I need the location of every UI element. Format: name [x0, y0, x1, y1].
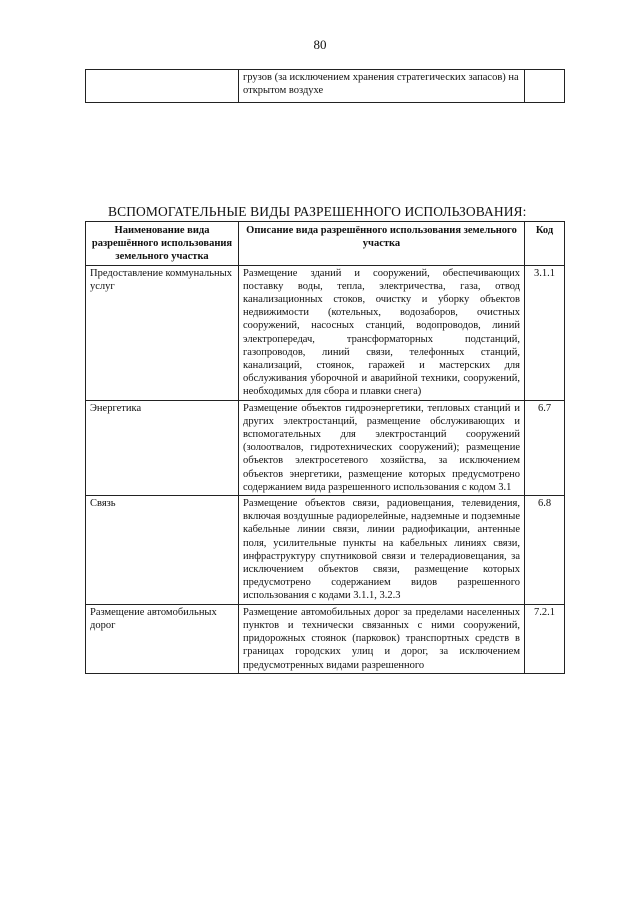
row-name: Размещение автомобильных дорог: [86, 604, 239, 673]
continued-table: [85, 69, 565, 103]
row-name: Предоставление коммунальных услуг: [86, 265, 239, 400]
row-description: Размещение объектов связи, радиовещания, телевидения, включая воздушные радиорелейные, надземные и подземные кабельные линии связи, линии радиофикации, антенные поля, усилительные пункты на кабельных линиях связи, инфраструктуру спутниковой связи и телерадиовещания, за исключением объектов связи, размещение которых предусмотрено содержанием видов разрешенного использования с кодами 3.1.1, 3.2.3: [239, 496, 525, 605]
header-code: Код: [525, 222, 565, 266]
table-row: [86, 496, 565, 605]
table-cell-code: [525, 70, 565, 103]
row-description: Размещение объектов гидроэнергетики, тепловых станций и других электростанций, размещение обслуживающих и вспомогательных для электростанций сооружений (золоотвалов, гидротехнических сооружений); размещение объектов электросетевого хозяйства, за исключением объектов энергетики, размещение которых предусмотрено содержанием вида разрешенного использования с кодом 3.1: [239, 400, 525, 495]
header-name: Наименование вида разрешённого использования земельного участка: [86, 222, 239, 266]
table-row: [86, 265, 565, 400]
table-row: [86, 400, 565, 495]
row-code: 3.1.1: [525, 265, 565, 400]
table-row: [86, 70, 565, 103]
row-code: 6.8: [525, 496, 565, 605]
table-header-row: [86, 222, 565, 266]
header-description: Описание вида разрешённого использования земельного участка: [239, 222, 525, 266]
row-code: 6.7: [525, 400, 565, 495]
section-heading: ВСПОМОГАТЕЛЬНЫЕ ВИДЫ РАЗРЕШЕННОГО ИСПОЛЬЗОВАНИЯ:: [108, 204, 527, 219]
auxiliary-uses-table: [85, 221, 565, 674]
table-cell-name: [86, 70, 239, 103]
page-number: 80: [313, 37, 327, 52]
table-cell-description: грузов (за исключением хранения стратегических запасов) на открытом воздухе: [239, 70, 525, 103]
row-name: Энергетика: [86, 400, 239, 495]
row-code: 7.2.1: [525, 604, 565, 673]
table-row: [86, 604, 565, 673]
row-name: Связь: [86, 496, 239, 605]
row-description: Размещение зданий и сооружений, обеспечивающих поставку воды, тепла, электричества, газа, отвод канализационных стоков, очистку и уборку объектов недвижимости (котельных, водозаборов, очистных сооружений, насосных станций, водопроводов, линий электропередач, трансформаторных подстанций, газопроводов, линий связи, телефонных станций, канализаций, стоянок, гаражей и мастерских для обслуживания уборочной и аварийной техники, сооружений, необходимых для сбора и плавки снега): [239, 265, 525, 400]
row-description: Размещение автомобильных дорог за пределами населенных пунктов и технически связанных с ними сооружений, придорожных стоянок (парковок) транспортных средств в границах городских улиц и дорог, за исключением предусмотренных видами разрешенного: [239, 604, 525, 673]
